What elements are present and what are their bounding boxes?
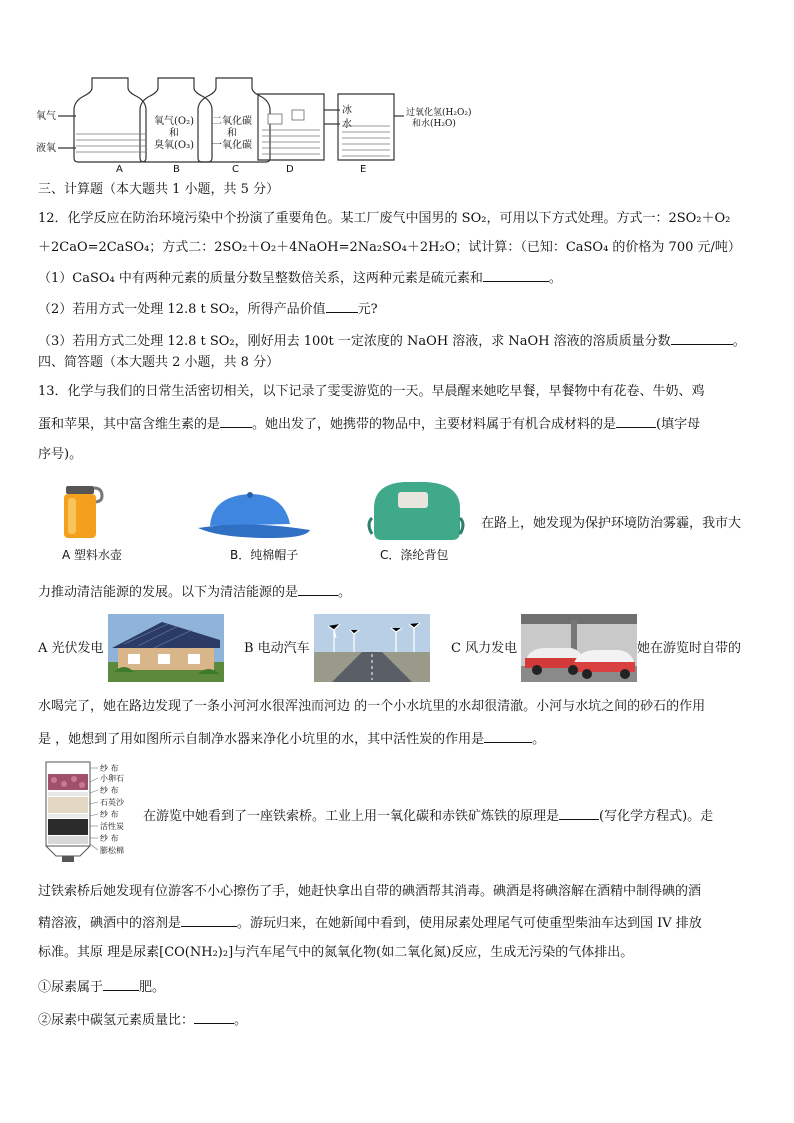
q13-c1-b: 肥。	[139, 980, 166, 995]
letter-e: E	[360, 164, 367, 175]
label-h2o2: 过氧化氢(H₂O₂)	[406, 108, 472, 118]
q13-line2-a: 蛋和苹果，其中富含维生素的是	[38, 417, 221, 432]
q13-line9-a: 精溶液，碘酒中的溶剂是	[38, 916, 182, 931]
q13-after-energy: 她在游览时自带的	[637, 641, 742, 656]
letter-b: B	[173, 164, 180, 175]
jar-c-line2: 和	[227, 128, 237, 139]
q13-line8: 过铁索桥后她发现有位游客不小心擦伤了手，她赶快拿出自带的碘酒帮其消毒。碘酒是将碘溶解在酒精中制得碘的酒	[38, 884, 702, 899]
q12-sub2-end: 元?	[357, 302, 378, 317]
q13-solvent-blank	[181, 913, 237, 927]
label-water: 水	[342, 119, 352, 130]
q13-line4-b: 。	[338, 585, 352, 600]
jar-c-label	[204, 116, 260, 152]
q13-line2-c: (填字母	[656, 417, 701, 432]
q13-fertilizer-blank	[103, 977, 139, 991]
filter-label-5: 纱 布	[100, 810, 119, 819]
filter-label-4: 石英沙	[100, 798, 124, 807]
q13-carbon-blank	[484, 729, 532, 743]
filter-label-3: 纱 布	[100, 786, 119, 795]
q13-ratio-blank	[194, 1010, 234, 1024]
q13-line10: 标准。其原 理是尿素[CO(NH₂)₂]与汽车尾气中的氮氧化物(如二氧化氮)反应，生成无污染的气体排出。	[38, 945, 634, 960]
filter-label-8: 膨松棉	[100, 846, 124, 855]
jar-b-line1: 氧气(O₂)	[153, 116, 194, 127]
q13-after-items: 在路上，她发现为保护环境防治雾霾，我市大	[481, 516, 742, 531]
plastic-bottle-image	[58, 484, 104, 540]
letter-c: C	[232, 164, 239, 175]
label-h2o2-water: 和水(H₂O)	[412, 119, 456, 129]
q13-line7-a: 在游览中她看到了一座铁索桥。工业上用一氧化碳和赤铁矿炼铁的原理是	[143, 809, 560, 824]
q13-line4-a: 力推动清洁能源的发展。以下为清洁能源的是	[38, 585, 299, 600]
q13-vitamin-blank	[220, 414, 252, 428]
letter-a: A	[116, 164, 123, 175]
q13-line6-b: 。	[532, 732, 546, 747]
q12-sub1-text: （1）CaSO₄ 中有两种元素的质量分数呈整数倍关系，这两种元素是硫元素和	[38, 271, 483, 286]
q13-line6	[38, 729, 545, 749]
q13-line1: 13．化学与我们的日常生活密切相关，以下记录了雯雯游览的一天。早晨醒来她吃早餐，早餐物中有花卷、牛奶、鸡	[38, 384, 705, 399]
jar-c-line3: 一氧化碳	[212, 140, 252, 151]
item-c-caption: C．涤纶背包	[380, 548, 449, 562]
q12-line1: 12．化学反应在防治环境污染中个扮演了重要角色。某工厂废气中国男的 SO₂，可用以下方式处理。方式一：2SO₂＋O₂	[38, 211, 731, 226]
solar-house-image	[108, 614, 224, 682]
q13-line7	[143, 806, 713, 826]
item-b-caption: B．纯棉帽子	[230, 548, 299, 562]
q13-clean-energy-blank	[298, 582, 338, 596]
jar-b-label	[146, 116, 202, 152]
energy-c-label: C 风力发电	[451, 641, 518, 656]
label-ice: 冰	[342, 105, 352, 116]
filter-label-6: 活性炭	[100, 822, 124, 831]
jar-c-line1: 二氧化碳	[212, 116, 252, 127]
filter-label-1: 纱 布	[100, 764, 119, 773]
q13-equation-blank	[559, 806, 599, 820]
water-filter-image	[42, 760, 142, 864]
q12-sub1-end: 。	[548, 271, 562, 286]
q12-sub2-text: （2）若用方式一处理 12.8 t SO₂，所得产品价值	[38, 302, 326, 317]
q12-sub1-blank	[483, 268, 549, 282]
item-a-caption: A 塑料水壶	[62, 548, 123, 562]
q13-urea-ratio	[38, 1010, 247, 1030]
q13-urea-fertilizer	[38, 977, 165, 997]
section3-heading: 三、计算题（本大题共 1 小题，共 5 分）	[38, 182, 280, 197]
q12-sub3-blank	[671, 331, 733, 345]
q13-synthetic-blank	[616, 414, 656, 428]
letter-d: D	[286, 164, 294, 175]
energy-a-label: A 光伏发电	[38, 641, 104, 656]
q13-c2-b: 。	[234, 1013, 248, 1028]
q13-line2	[38, 414, 700, 434]
q13-c2-a: ②尿素中碳氢元素质量比：	[38, 1013, 195, 1028]
wind-road-image	[314, 614, 430, 682]
q13-line9-b: 。游玩归来，在她新闻中看到，使用尿素处理尾气可使重型柴油车达到国 IV 排放	[237, 916, 702, 931]
cotton-cap-image	[190, 490, 314, 538]
q12-line2: ＋2CaO=2CaSO₄；方式二：2SO₂＋O₂＋4NaOH=2Na₂SO₄＋2H₂O；试计算：（已知：CaSO₄ 的价格为 700 元/吨）	[38, 240, 741, 255]
backpack-image	[364, 478, 468, 542]
jars-figure	[36, 74, 476, 174]
q12-sub3	[38, 331, 746, 351]
jar-b-line2: 和	[169, 128, 179, 139]
label-liquid-oxygen: 液氧	[36, 143, 56, 154]
q12-sub2-blank	[326, 299, 358, 313]
energy-b-label: B 电动汽车	[244, 641, 310, 656]
q12-sub3-end: 。	[732, 334, 746, 349]
q12-sub3-text: （3）若用方式二处理 12.8 t SO₂，刚好用去 100t 一定浓度的 NaOH 溶液，求 NaOH 溶液的溶质质量分数	[38, 334, 671, 349]
electric-cars-image	[521, 614, 637, 682]
q13-line3: 序号)。	[38, 447, 83, 462]
q13-line9	[38, 913, 702, 933]
label-oxygen: 氧气	[36, 111, 56, 122]
q13-line7-b: (写化学方程式)。走	[599, 809, 714, 824]
q13-line6-a: 是 ，她想到了用如图所示自制净水器来净化小坑里的水，其中活性炭的作用是	[38, 732, 485, 747]
filter-label-2: 小卵石	[100, 774, 124, 783]
section4-heading: 四、简答题（本大题共 2 小题，共 8 分）	[38, 355, 280, 370]
q13-line4	[38, 582, 351, 602]
jar-b-line3: 臭氧(O₃)	[153, 140, 194, 151]
q13-line5: 水喝完了，她在路边发现了一条小河河水很浑浊而河边 的一个小水坑里的水却很清澈。小河与水坑之间的砂石的作用	[38, 699, 706, 714]
q13-c1-a: ①尿素属于	[38, 980, 104, 995]
q13-line2-b: 。她出发了，她携带的物品中，主要材料属于有机合成材料的是	[252, 417, 617, 432]
q12-sub2	[38, 299, 378, 319]
filter-label-7: 纱 布	[100, 834, 119, 843]
q12-sub1	[38, 268, 562, 288]
